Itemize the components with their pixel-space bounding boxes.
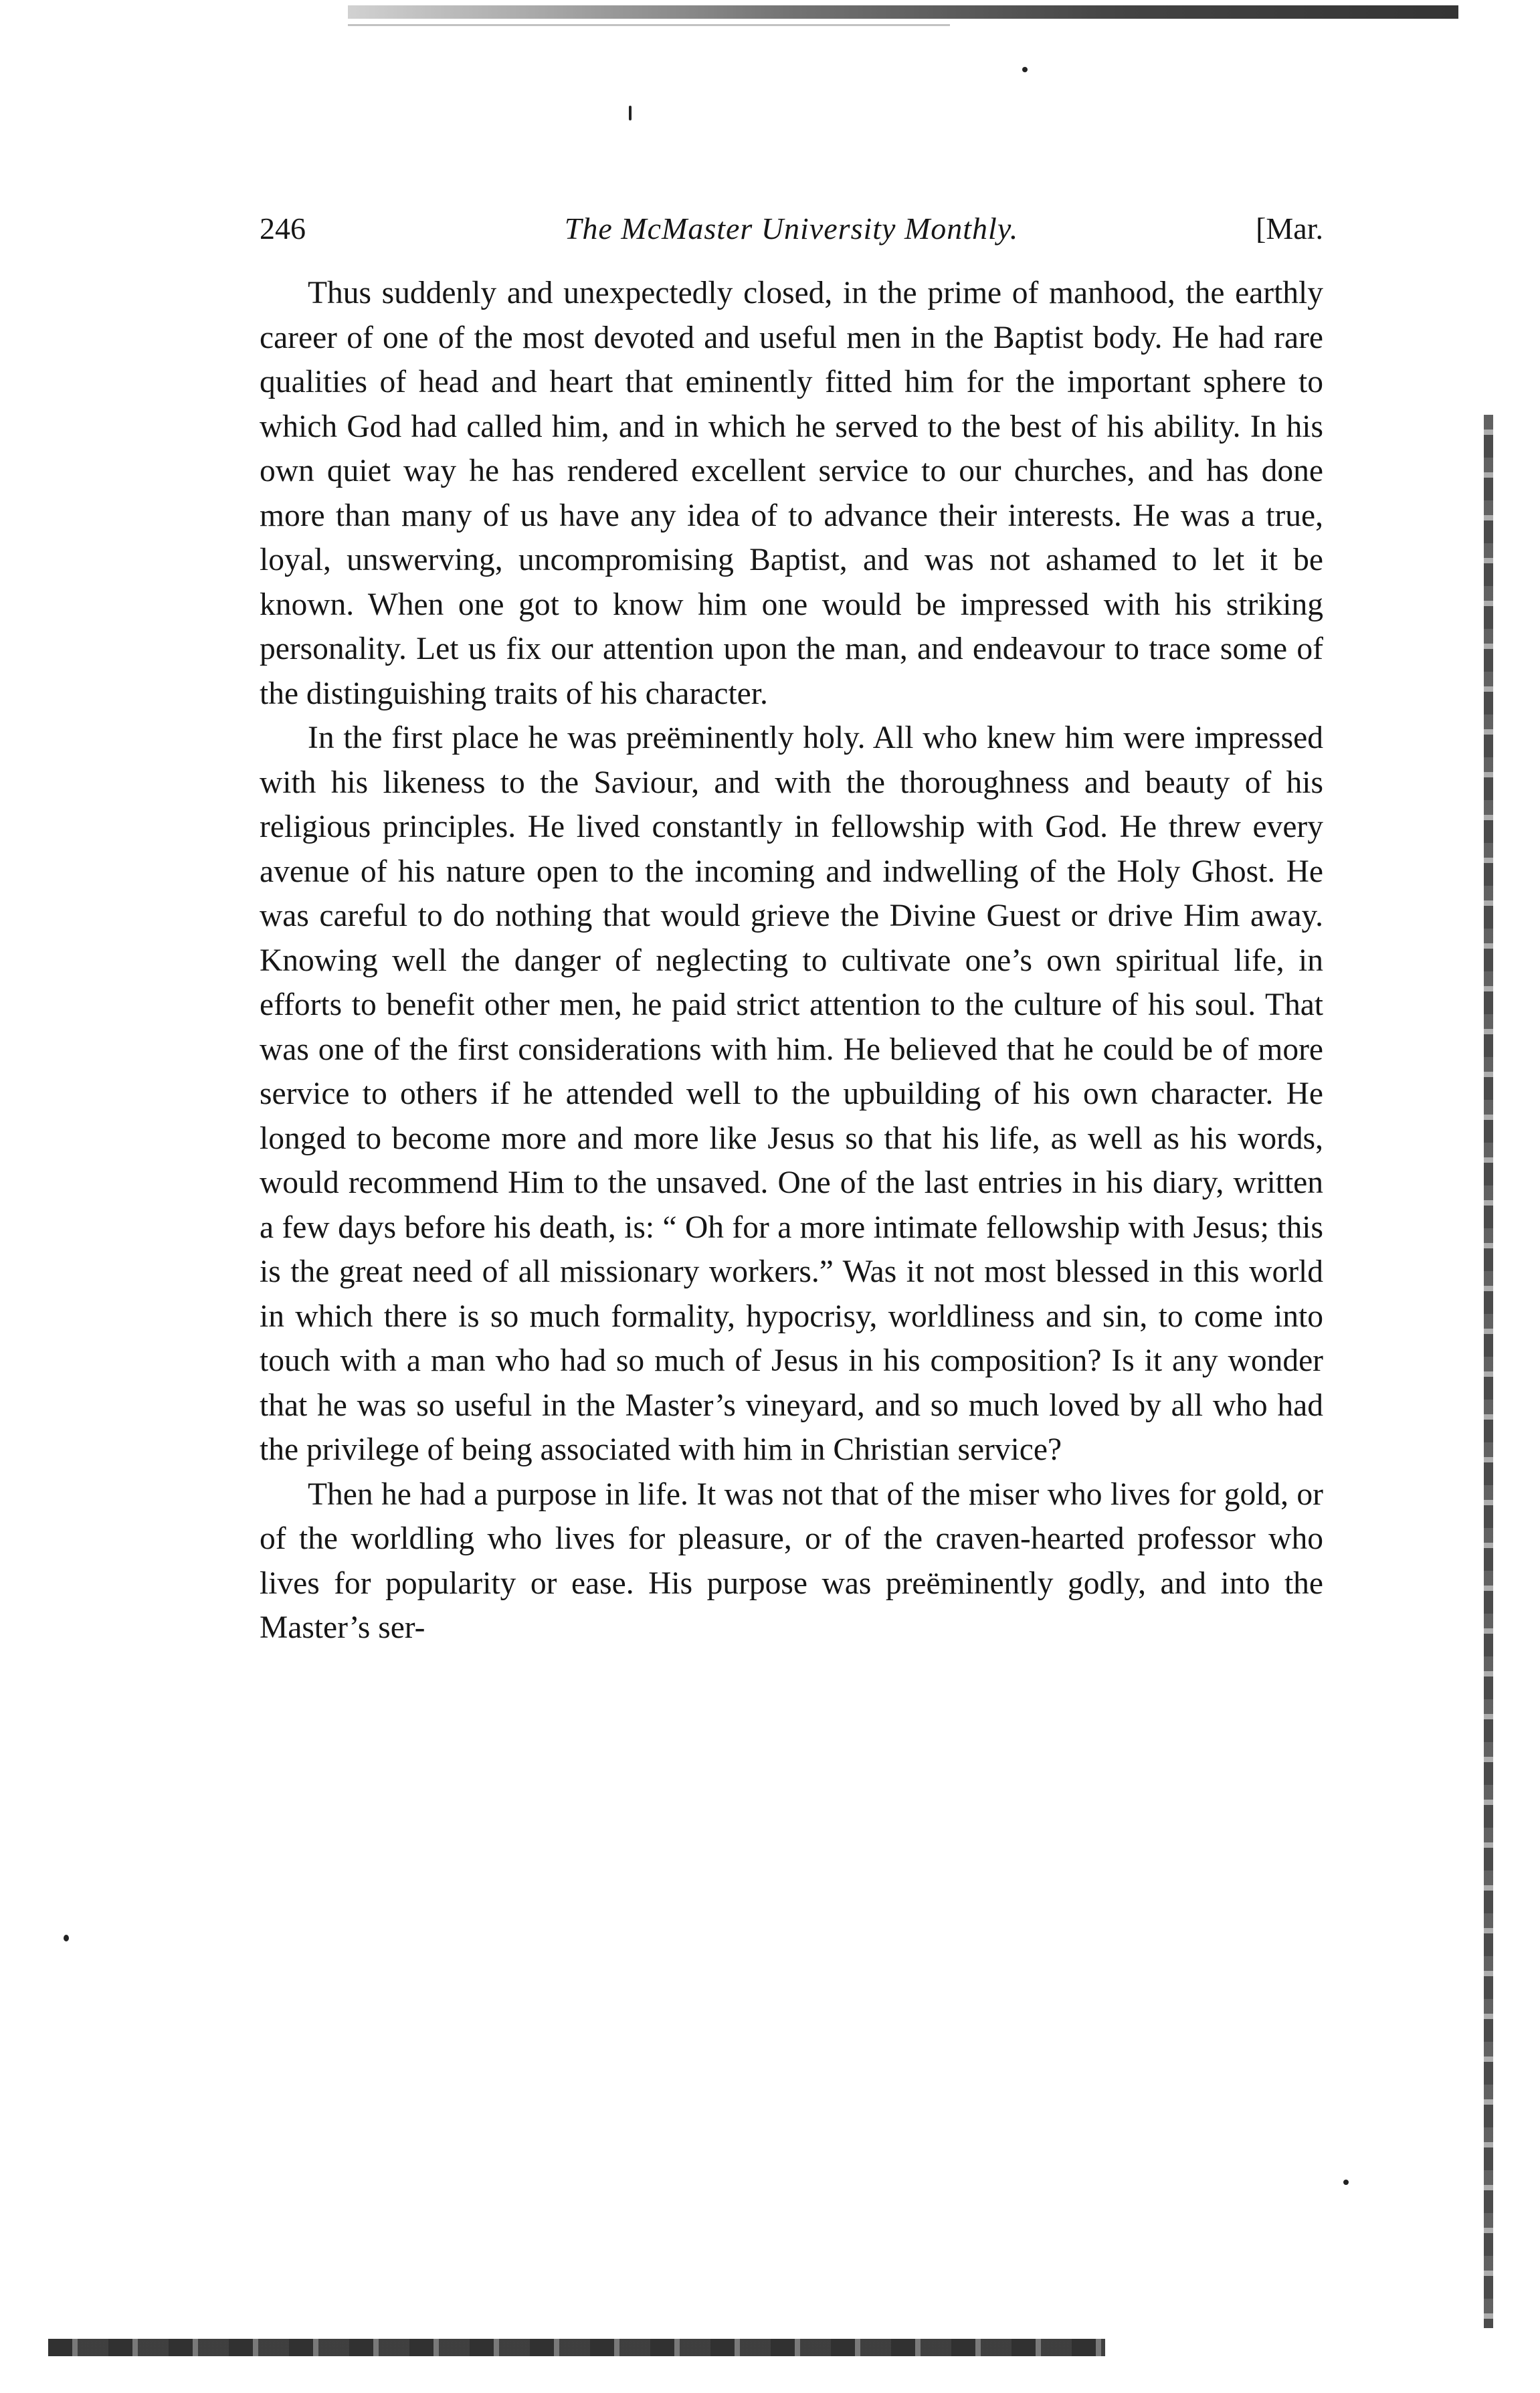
- running-head: [260, 202, 1323, 256]
- paragraph: Then he had a purpose in life. It was not that of the miser who lives for gold, or of the worldling who lives for pleasure, or of the craven-hearted professor who lives for popularity or ease. His purpose was preëminently godly, and into the Master’s ser-: [260, 1476, 1323, 1645]
- scan-edge-top-thin: [348, 24, 950, 26]
- article-body: [260, 271, 1323, 1650]
- scan-edge-bottom: [48, 2339, 1105, 2356]
- paragraph: Thus suddenly and unexpectedly closed, in the prime of manhood, the earthly career of one of the most devoted and useful men in the Baptist body. He had rare qualities of head and heart that eminently fitted him for the important sphere to which God had called him, and in which he served to the best of his ability. In his own quiet way he has rendered excellent service to our churches, and has done more than many of us have any idea of to advance their interests. He was a true, loyal, unswerving, uncompromising Baptist, and was not ashamed to let it be known. When one got to know him one would be impressed with his striking personality. Let us fix our attention upon the man, and endeavour to trace some of the distinguishing traits of his character.: [260, 276, 1323, 711]
- scan-edge-top: [348, 5, 1458, 19]
- paragraph: In the first place he was preëminently holy. All who knew him were impressed with his likeness to the Saviour, and with the thoroughness and beauty of his religious principles. He lived constantly in fellowship with God. He threw every avenue of his nature open to the incoming and indwelling of the Holy Ghost. He was careful to do nothing that would grieve the Divine Guest or drive Him away. Knowing well the danger of neglecting to cultivate one’s own spiritual life, in efforts to benefit other men, he paid strict attention to the culture of his soul. That was one of the first considerations with him. He believed that he could be of more service to others if he attended well to the upbuilding of his own character. He longed to become more and more like Jesus so that his life, as well as his words, would recommend Him to the unsaved. One of the last entries in his diary, written a few days before his death, is: “ Oh for a more intimate fellowship with Jesus; this is the great need of all missionary workers.” Was it not most blessed in this world in which there is so much formality, hypocrisy, worldliness and sin, to come into touch with a man who had so much of Jesus in his composition? Is it any wonder that he was so useful in the Master’s vineyard, and so much loved by all who had the privilege of being associated with him in Christian service?: [260, 721, 1323, 1467]
- scan-speck: [1022, 67, 1028, 72]
- scan-edge-right: [1484, 415, 1493, 2328]
- page-number: 246: [260, 211, 306, 246]
- issue-month: [Mar.: [1256, 211, 1323, 246]
- scan-speck: [64, 1935, 69, 1941]
- scan-speck: [629, 106, 632, 120]
- scan-speck: [1343, 2180, 1349, 2185]
- journal-title: The McMaster University Monthly.: [564, 211, 1019, 246]
